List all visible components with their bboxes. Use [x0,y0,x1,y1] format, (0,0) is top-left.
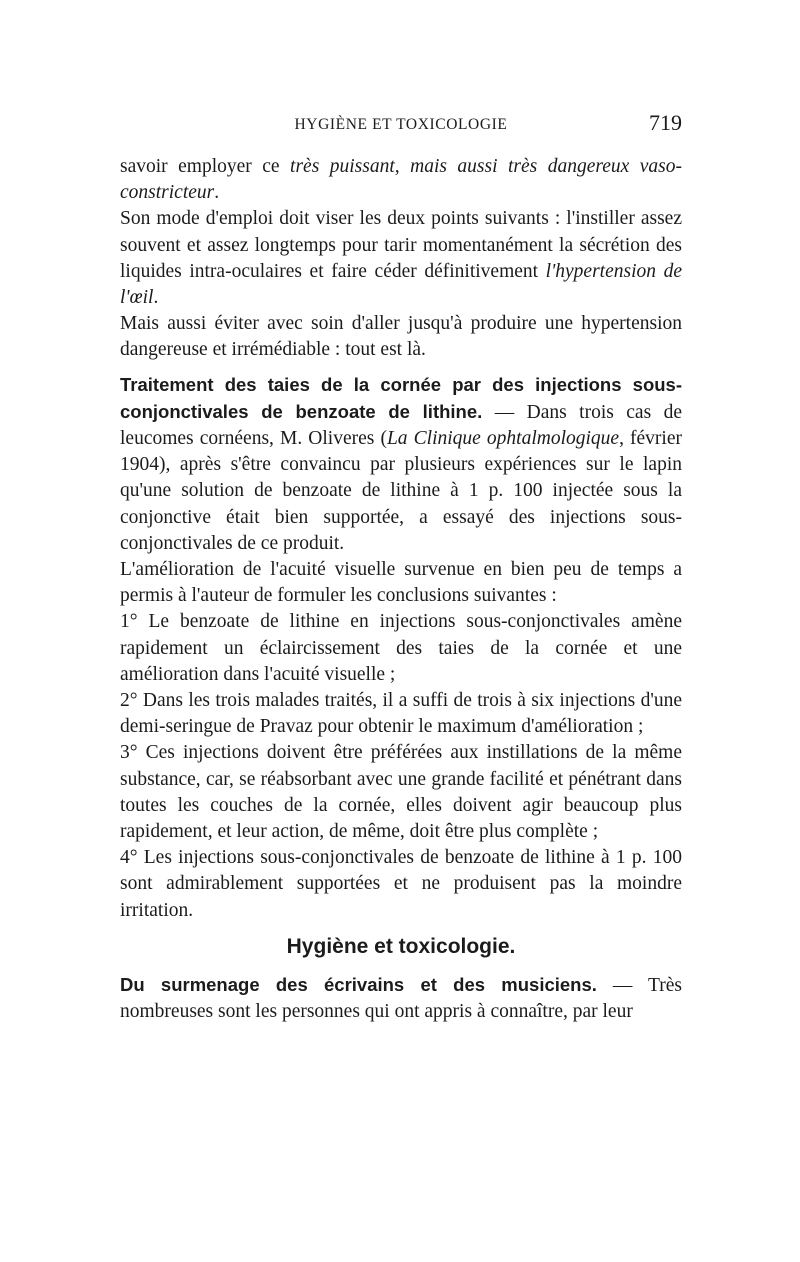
paragraph-conclusions: L'amélioration de l'acuité visuelle survenue en bien peu de temps a permis à l'auteur de formuler les conclusions suivantes : [120,559,682,607]
running-title: HYGIÈNE ET TOXICOLOGIE [294,116,508,133]
italic-text: La Clinique ophtalmologique [386,428,620,450]
paragraph-usage [120,206,682,311]
spacer [120,364,682,372]
section-title: Hygiène et toxicologie. [286,934,516,958]
list-item-4: 4° Les injections sous-conjonctivales de benzoate de lithine à 1 p. 100 sont admirablement supportées et ne produisent pas la moindre irritation. [120,847,682,921]
text: Son mode d'emploi doit viser les deux points suivants : l'instiller assez souvent et assez longtemps pour tarir momentanément la sécrétion des liquides intra-oculaires et faire céder définitivement [120,208,682,282]
article-heading: Du surmenage des écrivains et des musiciens. [120,973,597,995]
list-item-1: 1° Le benzoate de lithine en injections sous-conjonctivales amène rapidement un éclaircissement des taies de la cornée et une amélioration dans l'acuité visuelle ; [120,611,682,685]
page-number: 719 [649,110,682,135]
text: — Dans trois cas de leucomes cornéens, M. Oliveres ( [120,401,682,450]
paragraph-treatment [120,372,682,557]
running-header [120,110,682,140]
italic-text: l'hypertension de l'œil [120,260,682,309]
text: . [153,287,159,309]
paragraph-surmenage [120,972,682,1025]
italic-text: très puissant, mais aussi très dangereux vaso-constricteur [120,156,683,204]
paragraph-caution: Mais aussi éviter avec soin d'aller jusqu'à produire une hypertension dangereuse et irrémédiable : tout est là. [120,313,682,361]
article-heading: Traitement des taies de la cornée par des injections sous-conjonctivales de benzoate de lithine. [120,373,682,422]
paragraph-continuation [120,154,682,206]
document-page [120,110,682,1025]
text: — Très nombreuses sont les personnes qui ont appris à connaître, par leur [120,974,682,1023]
list-item-3: 3° Ces injections doivent être préférées aux instillations de la même substance, car, se réabsorbant avec une grande facilité et pénétrant dans toutes les couches de la cornée, elles doivent agir beaucoup plus rapidement, et leur action, de même, doit être plus complète ; [120,742,682,843]
text: . [214,182,220,204]
text: , février 1904), après s'être convaincu par plusieurs expériences sur le lapin qu'une solution de benzoate de lithine à 1 p. 100 injectée sous la conjonctive était bien supportée, a essayé des injections sous-conjonctivales de ce produit. [120,428,682,554]
list-item-2: 2° Dans les trois malades traités, il a suffi de trois à six injections d'une demi-seringue de Pravaz pour obtenir le maximum d'amélioration ; [120,690,682,738]
text: savoir employer ce [120,156,291,177]
